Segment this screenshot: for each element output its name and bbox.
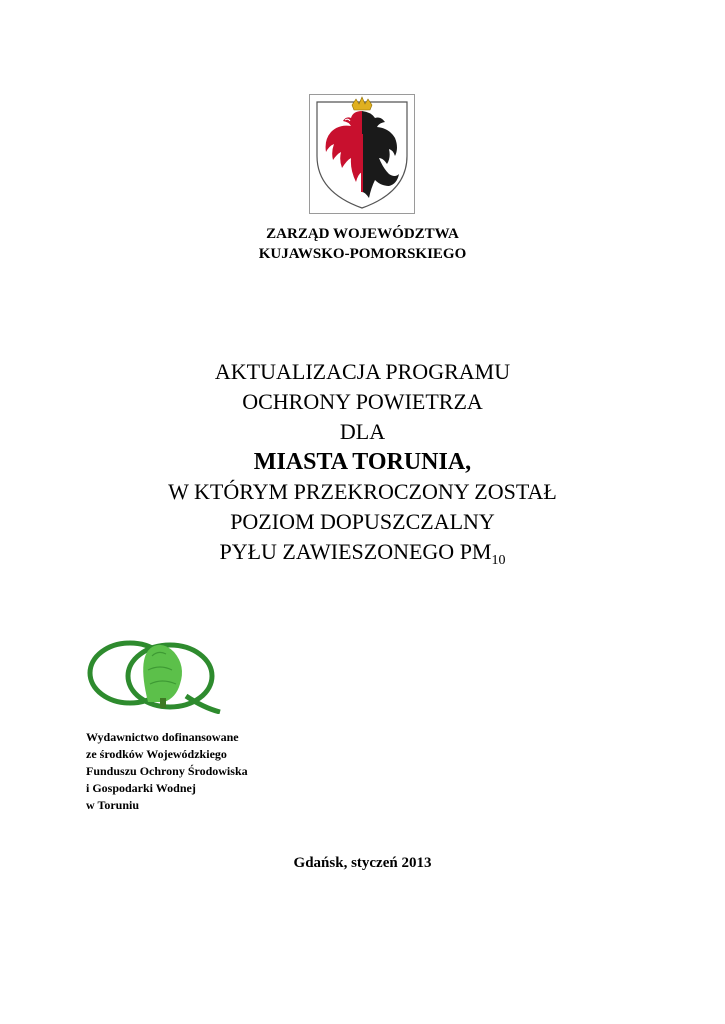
issuing-authority bbox=[0, 224, 725, 264]
funding-line-3: Funduszu Ochrony Środowiska bbox=[86, 764, 248, 778]
title-city: MIASTA TORUNIA, bbox=[253, 449, 472, 475]
funding-line-5: w Toruniu bbox=[86, 798, 140, 812]
title-line-2: OCHRONY POWIETRZA bbox=[242, 389, 483, 414]
authority-line-1: ZARZĄD WOJEWÓDZTWA bbox=[266, 226, 459, 242]
funding-note bbox=[86, 729, 248, 814]
title-line-7-subscript: 10 bbox=[491, 553, 506, 568]
title-line-3: DLA bbox=[339, 419, 386, 444]
funding-line-1: Wydawnictwo dofinansowane bbox=[86, 730, 239, 744]
fund-logo-icon bbox=[86, 636, 224, 714]
coat-of-arms-icon bbox=[309, 94, 415, 214]
document-title bbox=[0, 357, 725, 567]
title-line-1: AKTUALIZACJA PROGRAMU bbox=[214, 359, 511, 384]
funding-line-4: i Gospodarki Wodnej bbox=[86, 781, 196, 795]
authority-line-2: KUJAWSKO-POMORSKIEGO bbox=[258, 246, 467, 262]
title-line-7 bbox=[0, 537, 725, 567]
title-line-6: POZIOM DOPUSZCZALNY bbox=[230, 509, 495, 534]
title-line-5: W KTÓRYM PRZEKROCZONY ZOSTAŁ bbox=[168, 479, 557, 504]
title-line-7-main: PYŁU ZAWIESZONEGO PM bbox=[219, 539, 492, 564]
funding-line-2: ze środków Wojewódzkiego bbox=[86, 747, 227, 761]
place-and-date: Gdańsk, styczeń 2013 bbox=[293, 855, 432, 871]
